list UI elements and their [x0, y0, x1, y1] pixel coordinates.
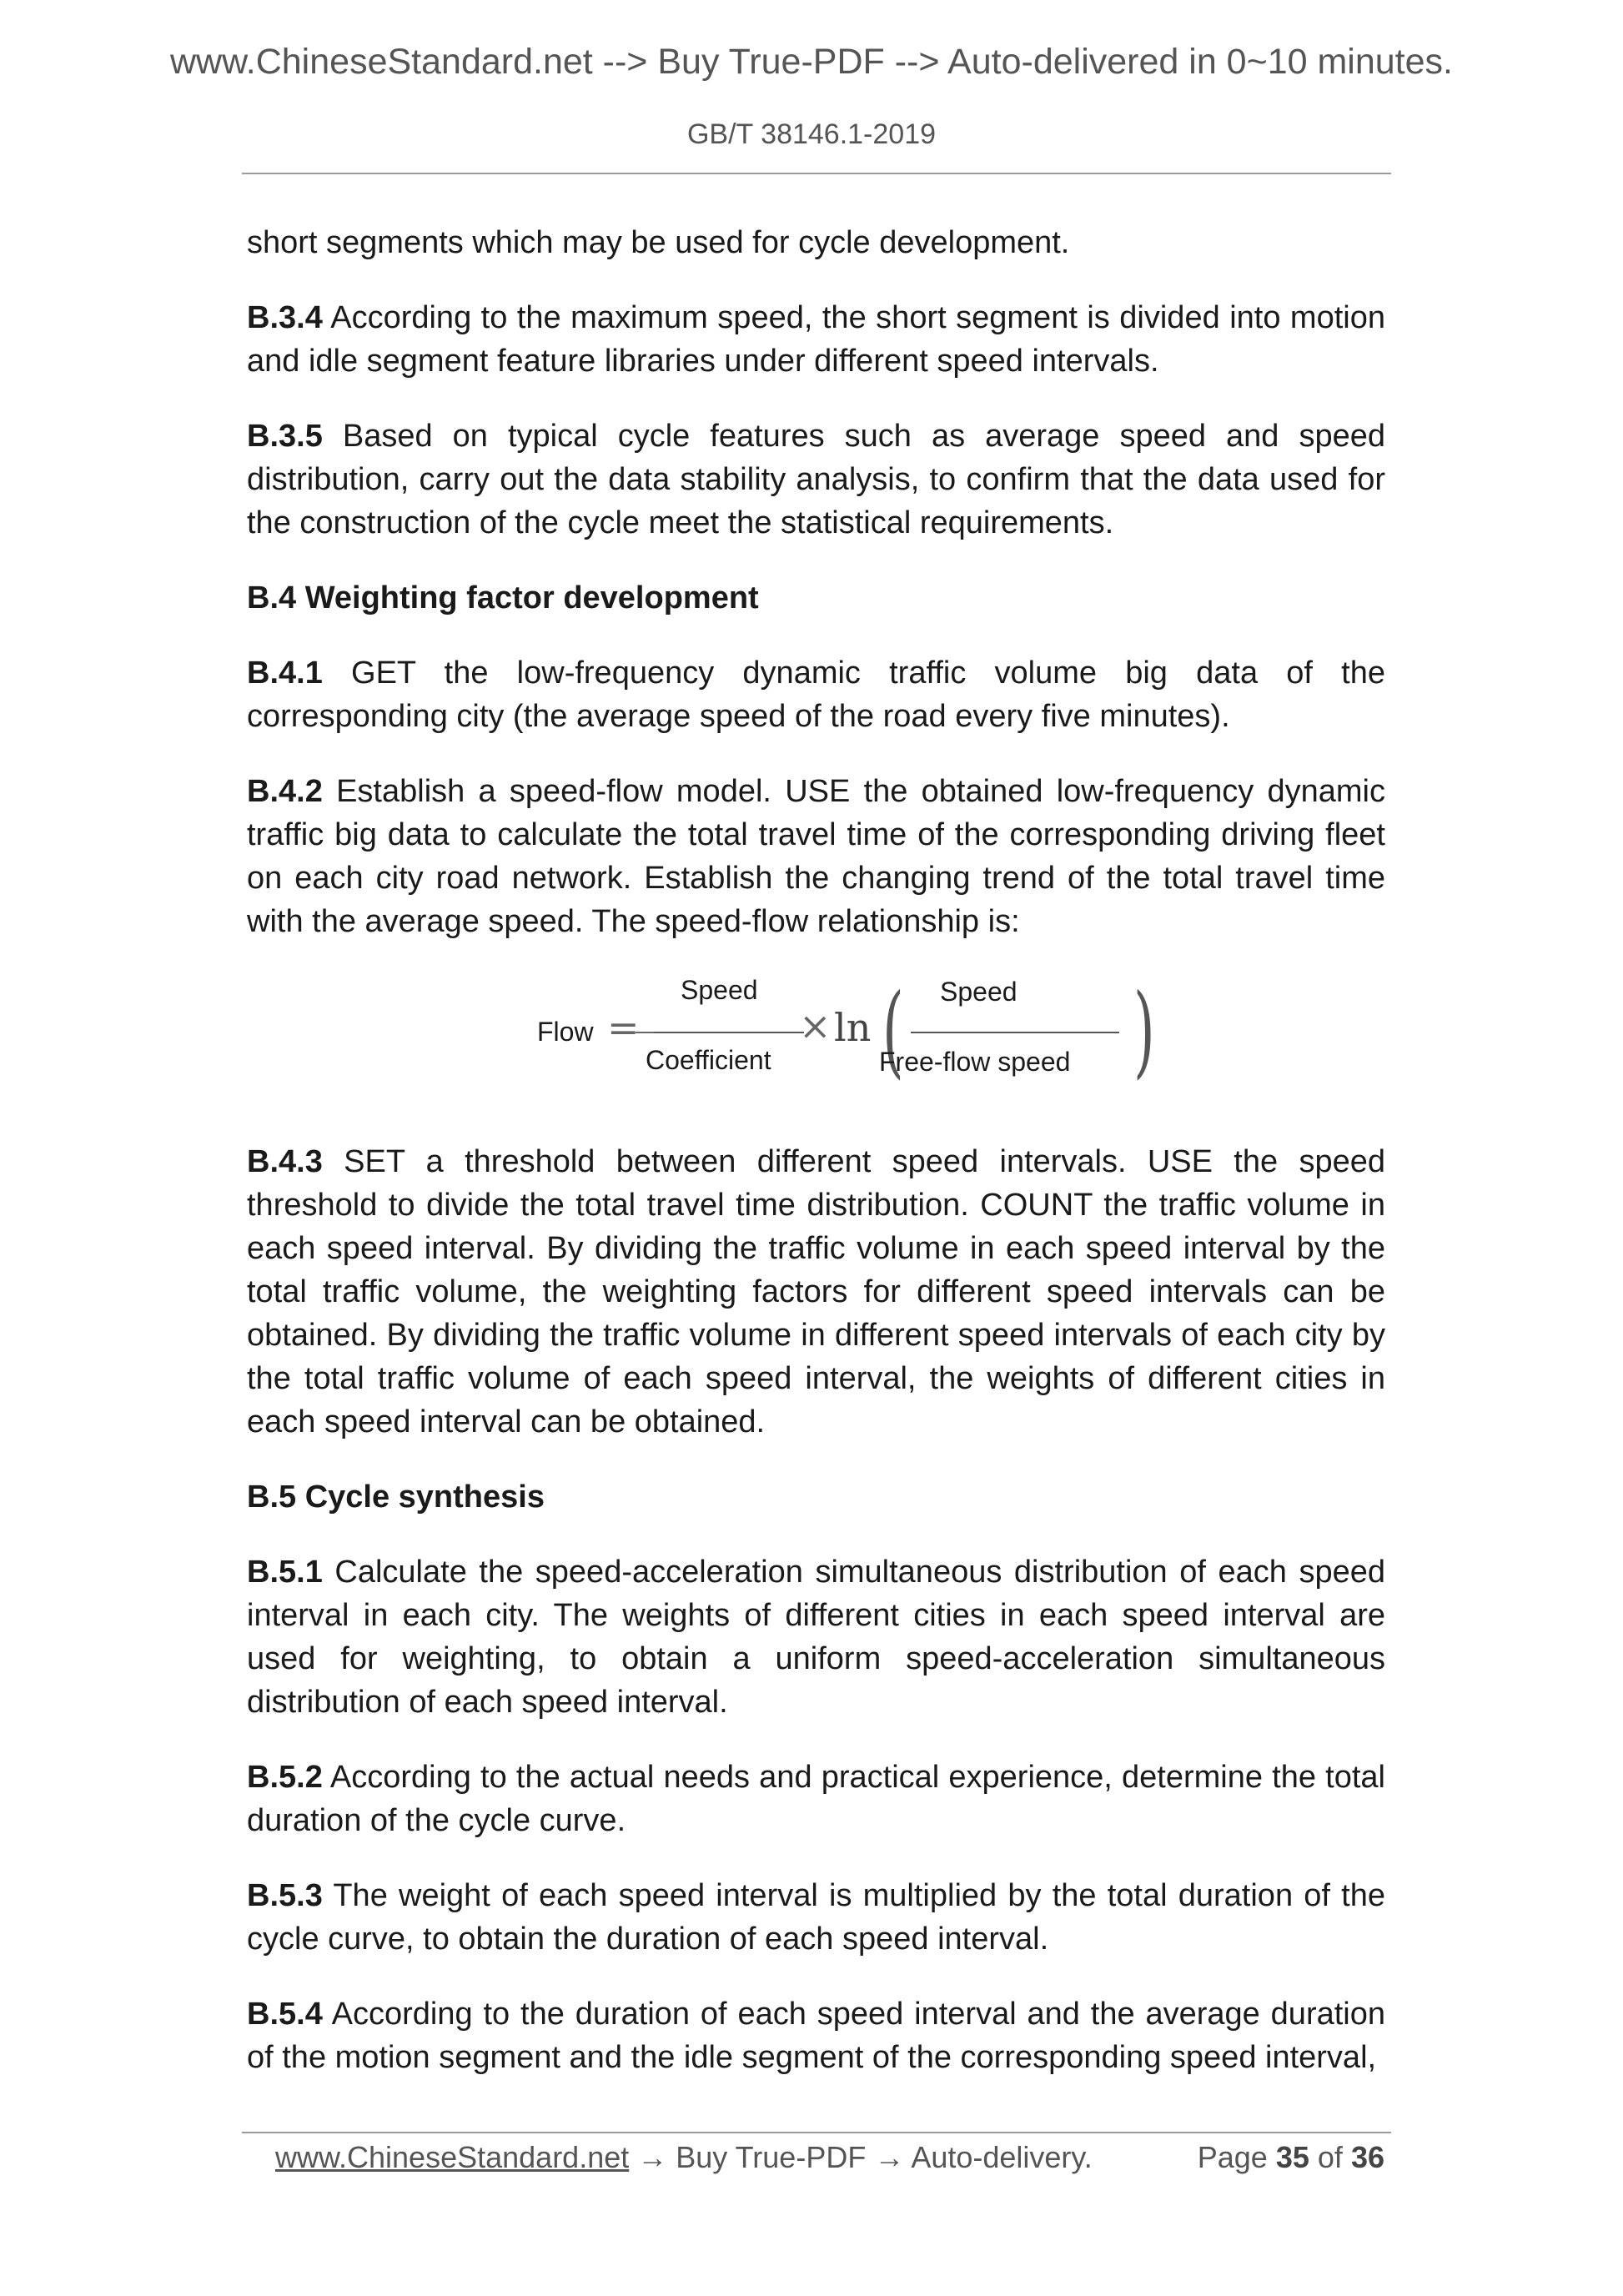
formula-fraction-bar-2: [911, 1032, 1119, 1033]
current-page: 35: [1275, 2140, 1309, 2174]
formula-numerator-speed: Speed: [681, 975, 758, 1005]
formula-ln: ln: [834, 1005, 872, 1050]
clause-number: B.4.1: [247, 656, 323, 691]
formula-denominator-free-flow: Free-flow speed: [879, 1047, 1071, 1077]
formula-equals: =: [607, 1005, 640, 1050]
page-footer: [275, 2140, 1384, 2182]
clause-text: Establish a speed-flow model. USE the obtained low-frequency dynamic traffic big data to calculate the total travel time of the corresponding driving fleet on each city road network. Establish the changing trend of the total travel time with the average speed. The speed-flow relationship is:: [247, 774, 1385, 939]
clause-b52: [247, 1756, 1385, 1842]
footer-divider: [242, 2132, 1391, 2133]
footer-site-link[interactable]: www.ChineseStandard.net: [275, 2140, 630, 2174]
clause-b34: [247, 296, 1385, 383]
of-label: of: [1317, 2140, 1343, 2174]
clause-number: B.3.4: [247, 300, 323, 335]
clause-b43: [247, 1140, 1385, 1444]
formula-right-paren: ): [1133, 973, 1155, 1089]
formula-minus-sign: [636, 1032, 654, 1033]
clause-text: GET the low-frequency dynamic traffic volume big data of the corresponding city (the average speed of the road every five minutes).: [247, 656, 1385, 734]
clause-text: Based on typical cycle features such as average speed and speed distribution, carry out the data stability analysis, to confirm that the data used for the construction of the cycle meet the statistical requirements.: [247, 419, 1385, 540]
clause-b35: [247, 414, 1385, 545]
clause-text: SET a threshold between different speed intervals. USE the speed threshold to divide the total travel time distribution. COUNT the traffic volume in each speed interval. By dividing the traffic volume in each speed interval by the total traffic volume, the weighting factors for different speed intervals can be obtained. By dividing the traffic volume in different speed intervals of each city by the total traffic volume of each speed interval, the weights of different cities in each speed interval can be obtained.: [247, 1144, 1385, 1439]
clause-text: According to the duration of each speed interval and the average duration of the motion segment and the idle segment of the corresponding speed interval,: [247, 1997, 1385, 2075]
clause-b53: [247, 1874, 1385, 1961]
formula-lhs: Flow: [537, 1017, 594, 1047]
clause-b51: [247, 1550, 1385, 1724]
header-divider: [242, 173, 1391, 174]
clause-number: B.4.2: [247, 774, 323, 809]
page-label: Page: [1197, 2140, 1268, 2174]
section-heading-b5: B.5 Cycle synthesis: [247, 1480, 545, 1515]
clause-b41: [247, 651, 1385, 738]
clause-text: According to the actual needs and practical experience, determine the total duration of the cycle curve.: [247, 1760, 1385, 1838]
clause-b54: [247, 1992, 1385, 2079]
formula-fraction-bar: [654, 1032, 804, 1033]
page-number: [1198, 2140, 1384, 2175]
clause-number: B.5.2: [247, 1760, 323, 1795]
footer-text: → Buy True-PDF → Auto-delivery.: [629, 2140, 1093, 2174]
clause-number: B.5.1: [247, 1555, 323, 1590]
document-id: GB/T 38146.1-2019: [686, 118, 937, 150]
formula-left-paren: (: [882, 973, 904, 1089]
clause-number: B.3.5: [247, 419, 323, 454]
speed-flow-formula: [247, 975, 1385, 1092]
site-banner: www.ChineseStandard.net --> Buy True-PDF --> Auto-delivered in 0~10 minutes.: [169, 42, 1453, 82]
clause-text: The weight of each speed interval is multiplied by the total duration of the cycle curve, to obtain the duration of each speed interval.: [247, 1878, 1385, 1957]
clause-b42: [247, 770, 1385, 943]
page-body: [247, 221, 1385, 2111]
clause-number: B.5.4: [247, 1997, 323, 2032]
footer-left: [275, 2140, 1093, 2175]
total-pages: 36: [1350, 2140, 1384, 2174]
clause-number: B.4.3: [247, 1144, 323, 1179]
section-heading-b4: B.4 Weighting factor development: [247, 580, 759, 615]
paragraph-continuation: short segments which may be used for cycle development.: [247, 225, 1070, 260]
clause-text: Calculate the speed-acceleration simultaneous distribution of each speed interval in each city. The weights of different cities in each speed interval are used for weighting, to obtain a uniform speed-acceleration simultaneous distribution of each speed interval.: [247, 1555, 1386, 1720]
formula-times: ×: [799, 1003, 832, 1048]
formula-numerator-speed-2: Speed: [940, 977, 1018, 1007]
formula-denominator-coefficient: Coefficient: [646, 1045, 771, 1075]
clause-number: B.5.3: [247, 1878, 323, 1913]
clause-text: According to the maximum speed, the short segment is divided into motion and idle segment feature libraries under different speed intervals.: [247, 300, 1385, 379]
